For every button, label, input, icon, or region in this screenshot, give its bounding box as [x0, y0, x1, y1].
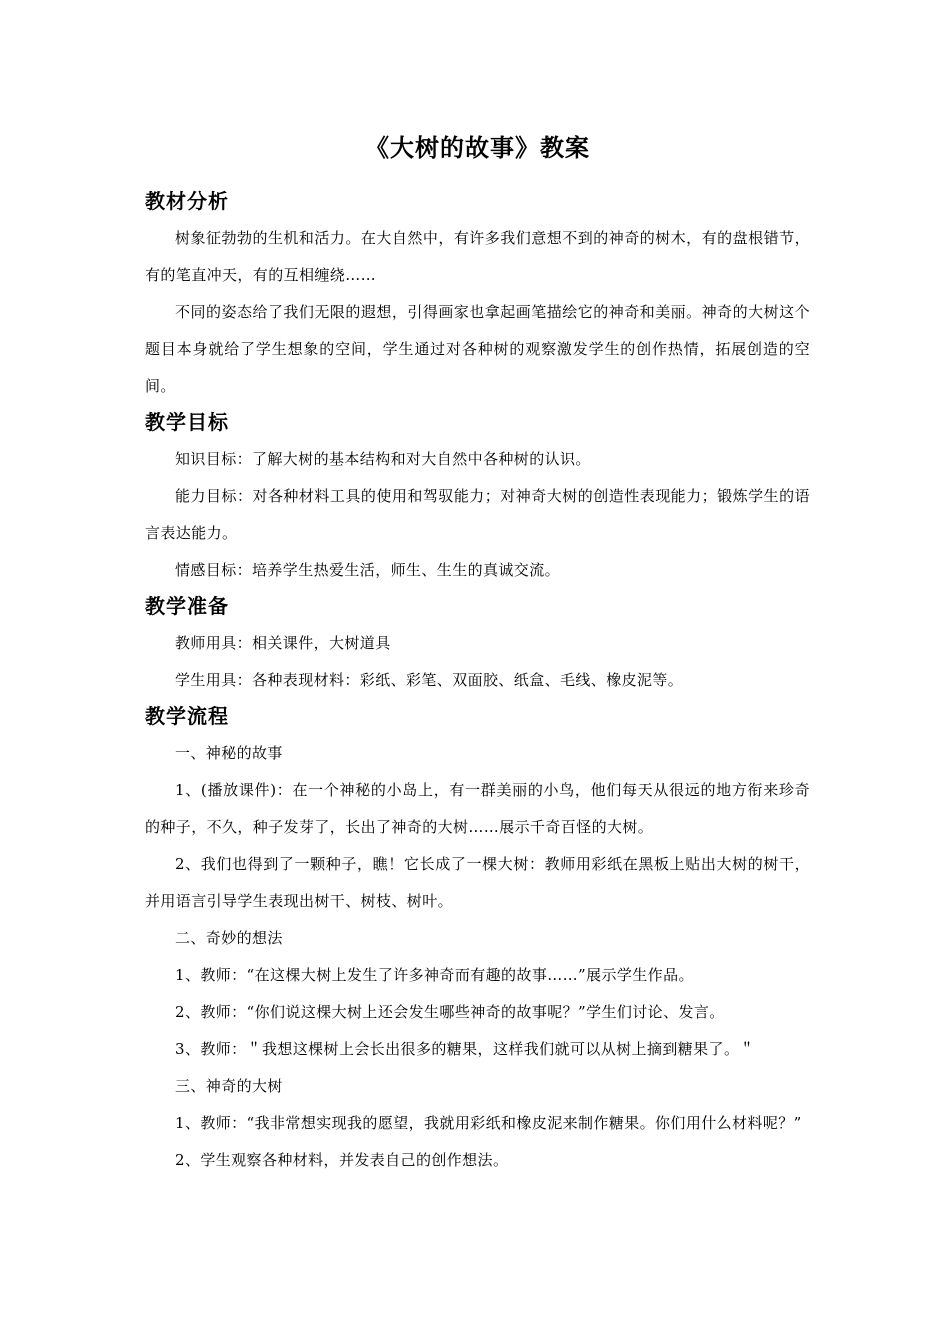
section-teaching-process	[145, 701, 810, 1179]
section-heading: 教学准备	[145, 594, 229, 618]
paragraph: 1、教师：“在这棵大树上发生了许多神奇而有趣的故事……”展示学生作品。	[175, 966, 694, 984]
paragraph: 不同的姿态给了我们无限的遐想，引得画家也拿起画笔描绘它的神奇和美丽。神奇的大树这个题目本身就给了学生想象的空间，学生通过对各种树的观察激发学生的创作热情，拓展创造的空间。	[145, 303, 810, 395]
section-teaching-preparation	[145, 591, 810, 699]
paragraph: 三、神奇的大树	[175, 1077, 283, 1095]
paragraph: 能力目标：对各种材料工具的使用和驾驭能力；对神奇大树的创造性表现能力；锻炼学生的语言表达能力。	[145, 487, 810, 542]
paragraph: 2、教师：“你们说这棵大树上还会发生哪些神奇的故事呢？”学生们讨论、发言。	[175, 1003, 725, 1021]
section-heading: 教学目标	[145, 410, 229, 434]
paragraph: 知识目标：了解大树的基本结构和对大自然中各种树的认识。	[175, 450, 591, 468]
section-heading: 教材分析	[145, 189, 229, 213]
paragraph: 3、教师：＂我想这棵树上会长出很多的糖果，这样我们就可以从树上摘到糖果了。＂	[175, 1040, 755, 1058]
document-page	[145, 130, 810, 1181]
section-heading: 教学流程	[145, 704, 229, 728]
section-materials-analysis	[145, 186, 810, 405]
paragraph: 2、学生观察各种材料，并发表自己的创作想法。	[175, 1151, 509, 1169]
paragraph: 二、奇妙的想法	[175, 929, 283, 947]
paragraph: 树象征勃勃的生机和活力。在大自然中，有许多我们意想不到的神奇的树木，有的盘根错节，有的笔直冲天，有的互相缠绕……	[145, 229, 810, 284]
document-title: 《大树的故事》教案	[365, 134, 590, 162]
paragraph: 1、教师：“我非常想实现我的愿望，我就用彩纸和橡皮泥来制作糖果。你们用什么材料呢？”	[175, 1114, 802, 1132]
paragraph: 教师用具：相关课件，大树道具	[175, 634, 391, 652]
paragraph: 学生用具：各种表现材料：彩纸、彩笔、双面胶、纸盒、毛线、橡皮泥等。	[175, 671, 684, 689]
paragraph: 情感目标：培养学生热爱生活，师生、生生的真诚交流。	[175, 561, 561, 579]
paragraph: 2、我们也得到了一颗种子，瞧！它长成了一棵大树：教师用彩纸在黑板上贴出大树的树干，并用语言引导学生表现出树干、树枝、树叶。	[145, 855, 810, 910]
paragraph: 1、(播放课件)：在一个神秘的小岛上，有一群美丽的小鸟，他们每天从很远的地方衔来珍奇的种子，不久，种子发芽了，长出了神奇的大树……展示千奇百怪的大树。	[145, 781, 810, 836]
paragraph: 一、神秘的故事	[175, 744, 283, 762]
section-teaching-goals	[145, 407, 810, 589]
